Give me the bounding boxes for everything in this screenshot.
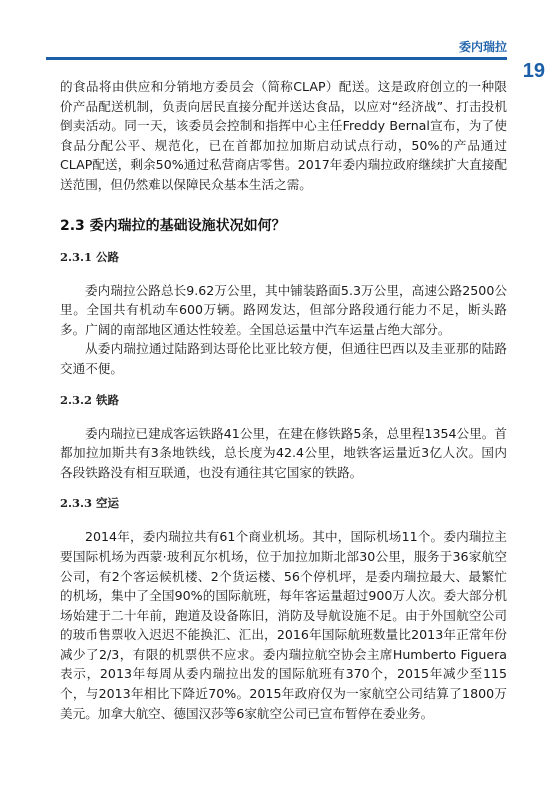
subsection-heading-air-transport: 2.3.3 空运 <box>60 496 120 511</box>
subsection-heading-roads: 2.3.1 公路 <box>60 249 120 264</box>
running-header-title: 委内瑞拉 <box>458 40 507 54</box>
header-rule <box>46 57 507 60</box>
roads-paragraph-2: 从委内瑞拉通过陆路到达哥伦比亚比较方便，但通往巴西以及圭亚那的陆路交通不便。 <box>60 341 507 376</box>
subsection-heading-railways: 2.3.2 铁路 <box>60 392 120 407</box>
section-heading: 2.3 委内瑞拉的基础设施状况如何？ <box>60 217 286 234</box>
air-transport-paragraph: 2014年，委内瑞拉共有61个商业机场。其中，国际机场11个。委内瑞拉主要国际机场为西蒙·玻利瓦尔机场，位于加拉加斯北部30公里，服务于36家航空公司，有2个客运候机楼、2个货运楼、56个停机坪，是委内瑞拉最大、最繁忙的机场，集中了全国90%的国际航班，每年客运量超过900万人次。委大部分机场始建于二十年前，跑道及设备陈旧，消防及导航设施不足。由于外国航空公司的玻币售票收入迟迟不能换汇、汇出，2016年国际航班数量比2013年正常年份减少了2/3，有限的机票供不应求。委内瑞拉航空协会主席Humberto Figuera表示，2013年每周从委内瑞拉出发的国际航班有370个，2015年减少至115个，与2013年相比下降近70%。2015年政府仅为一家航空公司结算了1800万美元。加拿大航空、德国汉莎等6家航空公司已宣布暂停在委业务。 <box>60 529 507 721</box>
page-body <box>60 77 507 723</box>
railways-paragraph: 委内瑞拉已建成客运铁路41公里，在建在修铁路5条，总里程1354公里。首都加拉加斯共有3条地铁线，总长度为42.4公里，地铁客运量近3亿人次。国内各段铁路没有相互联通，也没有通往其它国家的铁路。 <box>60 425 507 480</box>
roads-paragraph-1: 委内瑞拉公路总长9.62万公里，其中铺装路面5.3万公里，高速公路2500公里。全国共有机动车600万辆。路网发达，但部分路段通行能力不足，断头路多。广阔的南部地区通达性较差。全国总运量中汽车运量占绝大部分。 <box>60 282 507 337</box>
intro-paragraph: 的食品将由供应和分销地方委员会（简称CLAP）配送。这是政府创立的一种限价产品配送机制，负责向居民直接分配并送达食品，以应对“经济战”、打击投机倒卖活动。同一天，该委员会控制和指挥中心主任Freddy Bernal宣布，为了使食品分配公平、规范化，已在首都加拉加斯启动试点行动，50%的产品通过CLAP配送，剩余50%通过私营商店零售。2017年委内瑞拉政府继续扩大直接配送范围，但仍然难以保障民众基本生活之需。 <box>60 79 507 192</box>
page-number: 19 <box>522 60 545 82</box>
